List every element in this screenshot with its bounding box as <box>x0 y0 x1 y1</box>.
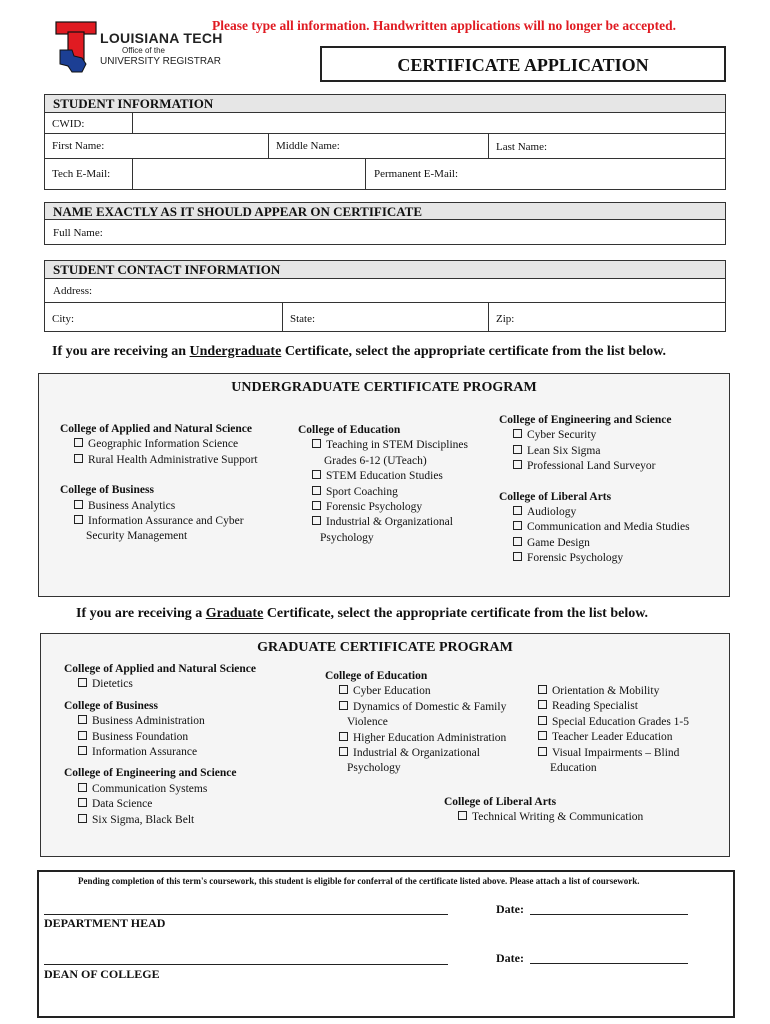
first-name-field[interactable]: First Name: <box>52 140 105 152</box>
graduate-applied-heading: College of Applied and Natural Science <box>64 663 256 675</box>
graduate-liberal-arts <box>444 795 704 826</box>
checkbox-icon[interactable] <box>78 814 87 823</box>
undergrad-option[interactable]: Information Assurance and Cyber <box>60 514 290 529</box>
undergrad-instr-a: If you are receiving an <box>52 344 190 359</box>
undergrad-option[interactable]: Forensic Psychology <box>298 500 498 515</box>
undergrad-option[interactable]: Game Design <box>499 536 724 551</box>
student-info-heading: STUDENT INFORMATION <box>45 95 725 113</box>
undergrad-option[interactable]: Rural Health Administrative Support <box>60 453 290 468</box>
middle-name-field[interactable]: Middle Name: <box>276 140 340 152</box>
tech-email-label: Tech E-Mail: <box>52 168 111 180</box>
undergrad-option-cont: Psychology <box>320 531 374 544</box>
checkbox-icon[interactable] <box>312 516 321 525</box>
tech-email-field[interactable] <box>132 158 366 189</box>
checkbox-icon[interactable] <box>339 701 348 710</box>
undergrad-col-2 <box>298 423 498 546</box>
dean-label: DEAN OF COLLEGE <box>44 967 160 981</box>
undergrad-option[interactable]: Teaching in STEM Disciplines <box>298 438 498 453</box>
undergrad-option[interactable]: Cyber Security <box>499 428 724 443</box>
undergrad-instruction <box>52 344 666 360</box>
graduate-col-2 <box>325 669 540 777</box>
city-field[interactable]: City: <box>52 313 75 325</box>
graduate-education-heading: College of Education <box>325 670 428 682</box>
graduate-instr-b: Certificate, select the appropriate certificate from the list below. <box>263 606 649 621</box>
department-date-label: Date: <box>496 902 524 916</box>
checkbox-icon[interactable] <box>78 798 87 807</box>
undergrad-option[interactable]: Audiology <box>499 505 724 520</box>
checkbox-icon[interactable] <box>538 731 547 740</box>
cwid-field[interactable] <box>132 113 726 134</box>
checkbox-icon[interactable] <box>513 537 522 546</box>
undergrad-col-1 <box>60 422 290 545</box>
undergrad-option[interactable]: Communication and Media Studies <box>499 520 724 535</box>
graduate-option[interactable]: Six Sigma, Black Belt <box>64 813 304 828</box>
graduate-business-heading: College of Business <box>64 699 158 712</box>
undergrad-option-cont: Grades 6-12 (UTeach) <box>324 454 427 467</box>
graduate-option[interactable]: Cyber Education <box>325 684 540 699</box>
graduate-option[interactable]: Technical Writing & Communication <box>444 810 704 825</box>
dean-date-line[interactable] <box>530 963 688 964</box>
graduate-engineering-heading: College of Engineering and Science <box>64 767 237 780</box>
typing-notice: Please type all information. Handwritten applications will no longer be accepted. <box>212 18 676 33</box>
checkbox-icon[interactable] <box>538 716 547 725</box>
undergrad-business-heading: College of Business <box>60 484 154 497</box>
checkbox-icon[interactable] <box>78 731 87 740</box>
graduate-option[interactable]: Higher Education Administration <box>325 731 540 746</box>
checkbox-icon[interactable] <box>78 678 87 687</box>
undergrad-liberal-arts-heading: College of Liberal Arts <box>499 490 612 503</box>
certificate-name-section <box>44 202 726 245</box>
checkbox-icon[interactable] <box>339 732 348 741</box>
contact-heading: STUDENT CONTACT INFORMATION <box>45 261 725 279</box>
undergrad-option[interactable]: Business Analytics <box>60 499 290 514</box>
checkbox-icon[interactable] <box>538 700 547 709</box>
graduate-option[interactable]: Industrial & Organizational <box>325 746 540 761</box>
checkbox-icon[interactable] <box>538 685 547 694</box>
checkbox-icon[interactable] <box>312 501 321 510</box>
dean-date-label: Date: <box>496 951 524 965</box>
graduate-option[interactable]: Teacher Leader Education <box>524 730 724 745</box>
graduate-option-cont: Violence <box>347 716 388 729</box>
logo-registrar: UNIVERSITY REGISTRAR <box>100 56 221 67</box>
graduate-program-title: GRADUATE CERTIFICATE PROGRAM <box>257 640 513 655</box>
checkbox-icon[interactable] <box>78 715 87 724</box>
graduate-instr-a: If you are receiving a <box>76 606 206 621</box>
checkbox-icon[interactable] <box>312 439 321 448</box>
undergrad-col-3 <box>499 413 724 567</box>
graduate-option[interactable]: Visual Impairments – Blind <box>524 746 724 761</box>
graduate-option[interactable]: Dynamics of Domestic & Family <box>325 700 540 715</box>
checkbox-icon[interactable] <box>339 747 348 756</box>
undergrad-option[interactable]: Lean Six Sigma <box>499 444 724 459</box>
undergrad-applied-heading: College of Applied and Natural Science <box>60 423 252 435</box>
graduate-col-1 <box>64 662 304 828</box>
checkbox-icon[interactable] <box>312 470 321 479</box>
cwid-label: CWID: <box>52 118 85 130</box>
full-name-field[interactable]: Full Name: <box>53 227 103 239</box>
signature-section <box>37 870 735 1018</box>
graduate-option[interactable]: Information Assurance <box>64 745 304 760</box>
louisiana-tech-t-logo-icon <box>52 20 100 76</box>
graduate-option[interactable]: Dietetics <box>64 677 304 692</box>
graduate-instruction <box>76 606 648 622</box>
department-date-line[interactable] <box>530 914 688 915</box>
checkbox-icon[interactable] <box>74 515 83 524</box>
checkbox-icon[interactable] <box>513 460 522 469</box>
checkbox-icon[interactable] <box>74 438 83 447</box>
checkbox-icon[interactable] <box>78 746 87 755</box>
graduate-option-cont: Psychology <box>347 762 401 775</box>
undergrad-option[interactable]: STEM Education Studies <box>298 469 498 484</box>
undergrad-option[interactable]: Forensic Psychology <box>499 551 724 566</box>
checkbox-icon[interactable] <box>513 552 522 561</box>
department-head-label: DEPARTMENT HEAD <box>44 916 166 930</box>
checkbox-icon[interactable] <box>513 521 522 530</box>
logo-office: Office of the <box>122 46 165 55</box>
last-name-field[interactable]: Last Name: <box>496 141 548 153</box>
graduate-option[interactable]: Orientation & Mobility <box>524 684 724 699</box>
conferral-note: Pending completion of this term's coursework, this student is eligible for conferral of the certificate listed above. Please attach a list of coursework. <box>78 876 640 886</box>
undergrad-option-cont: Security Management <box>86 530 188 543</box>
zip-field[interactable]: Zip: <box>496 313 515 325</box>
checkbox-icon[interactable] <box>513 429 522 438</box>
checkbox-icon[interactable] <box>458 811 467 820</box>
graduate-option[interactable]: Special Education Grades 1-5 <box>524 715 724 730</box>
checkbox-icon[interactable] <box>339 685 348 694</box>
graduate-option-cont: Education <box>550 762 597 775</box>
undergrad-program-title: UNDERGRADUATE CERTIFICATE PROGRAM <box>231 380 537 395</box>
checkbox-icon[interactable] <box>74 454 83 463</box>
undergrad-option[interactable]: Professional Land Surveyor <box>499 459 724 474</box>
undergrad-instr-b: Certificate, select the appropriate certificate from the list below. <box>281 344 667 359</box>
graduate-option[interactable]: Business Foundation <box>64 730 304 745</box>
undergrad-option[interactable]: Industrial & Organizational <box>298 515 498 530</box>
checkbox-icon[interactable] <box>513 445 522 454</box>
graduate-col-3 <box>524 684 724 776</box>
page-title: CERTIFICATE APPLICATION <box>320 46 726 82</box>
undergrad-option[interactable]: Geographic Information Science <box>60 437 290 452</box>
checkbox-icon[interactable] <box>312 486 321 495</box>
permanent-email-field[interactable]: Permanent E-Mail: <box>374 168 459 180</box>
undergrad-education-heading: College of Education <box>298 424 401 436</box>
checkbox-icon[interactable] <box>513 506 522 515</box>
undergrad-engineering-heading: College of Engineering and Science <box>499 414 672 426</box>
graduate-option[interactable]: Business Administration <box>64 714 304 729</box>
checkbox-icon[interactable] <box>78 783 87 792</box>
address-field[interactable]: Address: <box>45 279 725 303</box>
graduate-liberal-arts-heading: College of Liberal Arts <box>444 796 557 808</box>
department-head-signature-line[interactable] <box>44 914 448 915</box>
undergrad-instr-emph: Undergraduate <box>189 344 282 359</box>
state-field[interactable]: State: <box>290 313 316 325</box>
graduate-option[interactable]: Data Science <box>64 797 304 812</box>
undergrad-option[interactable]: Sport Coaching <box>298 485 498 500</box>
logo-name: LOUISIANA TECH <box>100 30 223 46</box>
dean-signature-line[interactable] <box>44 964 448 965</box>
graduate-option[interactable]: Reading Specialist <box>524 699 724 714</box>
checkbox-icon[interactable] <box>74 500 83 509</box>
graduate-option[interactable]: Communication Systems <box>64 782 304 797</box>
graduate-instr-emph: Graduate <box>205 606 264 621</box>
checkbox-icon[interactable] <box>538 747 547 756</box>
certificate-name-heading: NAME EXACTLY AS IT SHOULD APPEAR ON CERTIFICATE <box>45 203 725 220</box>
